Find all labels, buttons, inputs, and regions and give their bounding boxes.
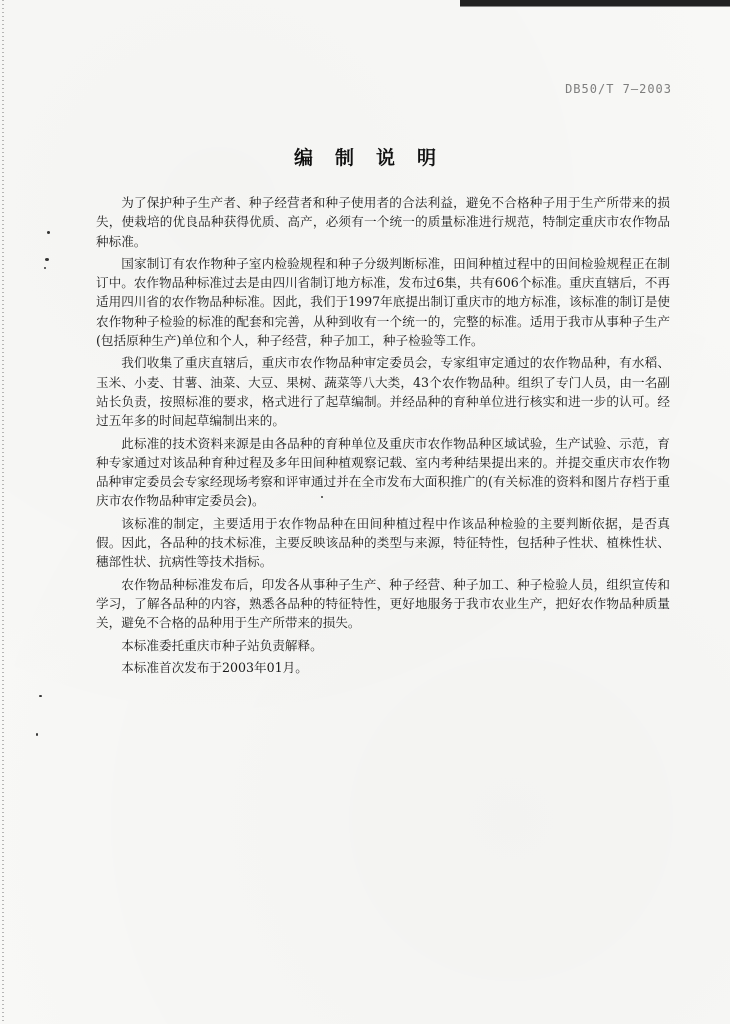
scan-speck	[321, 496, 323, 498]
scan-speck	[47, 231, 50, 234]
paragraph-1: 为了保护种子生产者、种子经营者和种子使用者的合法利益，避免不合格种子用于生产所带来的损失，使栽培的优良品种获得优质、高产，必须有一个统一的质量标准进行规范，特制定重庆市农作物品种标准。	[96, 195, 670, 249]
scan-speck	[45, 258, 49, 261]
scan-border-top-thin	[460, 6, 730, 7]
paragraph-2: 国家制订有农作物种子室内检验规程和种子分级判断标准，田间种植过程中的田间检验规程正在制订中。农作物品种标准过去是由四川省制订地方标准，发布过6集，共有606个标准。重庆直辖后，不再适用四川省的农作物品种标准。因此，我们于1997年底提出制订重庆市的地方标准，该标准的制订是使农作物种子检验的标准的配套和完善，从种到收有一个统一的，完整的标准。适用于我市从事种子生产(包括原种生产)单位和个人，种子经营，种子加工，种子检验等工作。	[96, 255, 670, 349]
standard-code: DB50/T 7—2003	[565, 82, 672, 96]
paragraph-6: 农作物品种标准发布后，印发各从事种子生产、种子经营、种子加工、种子检验人员，组织宣传和学习，了解各品种的内容，熟悉各品种的特征特性，更好地服务于我市农业生产，把好农作物品种质量关，避免不合格的品种用于生产所带来的损失。	[96, 576, 670, 631]
paragraph-8: 本标准首次发布于2003年01月。	[121, 659, 308, 675]
scan-speck	[44, 267, 46, 269]
paragraph-7: 本标准委托重庆市种子站负责解释。	[121, 637, 323, 653]
paragraph-3: 我们收集了重庆直辖后，重庆市农作物品种审定委员会，专家组审定通过的农作物品种，有水稻、玉米、小麦、甘薯、油菜、大豆、果树、蔬菜等八大类，43个农作物品种。组织了专门人员，由一名副站长负责，按照标准的要求，格式进行了起草编制。并经品种的育种单位进行核实和进一步的认可。经过五年多的时间起草编制出来的。	[96, 355, 670, 429]
paragraph-5: 该标准的制定，主要适用于农作物品种在田间种植过程中作该品种检验的主要判断依据，是否真假。因此，各品种的技术标准，主要反映该品种的类型与来源，特征特性，包括种子性状、植株性状、穗部性状、抗病性等技术指标。	[96, 515, 670, 570]
document-body	[96, 193, 670, 680]
scan-speck	[36, 733, 38, 736]
scan-speck	[39, 695, 42, 697]
paragraph-4: 此标准的技术资料来源是由各品种的育种单位及重庆市农作物品种区域试验，生产试验、示范，育种专家通过对该品种育种过程及多年田间种植观察记载、室内考种结果提出来的。并提交重庆市农作物品种审定委员会专家经现场考察和评审通过并在全市发布大面积推广的(有关标准的资料和图片存档于重庆市农作物品种审定委员会)。	[96, 435, 670, 509]
document-title: 编制说明	[293, 147, 458, 169]
